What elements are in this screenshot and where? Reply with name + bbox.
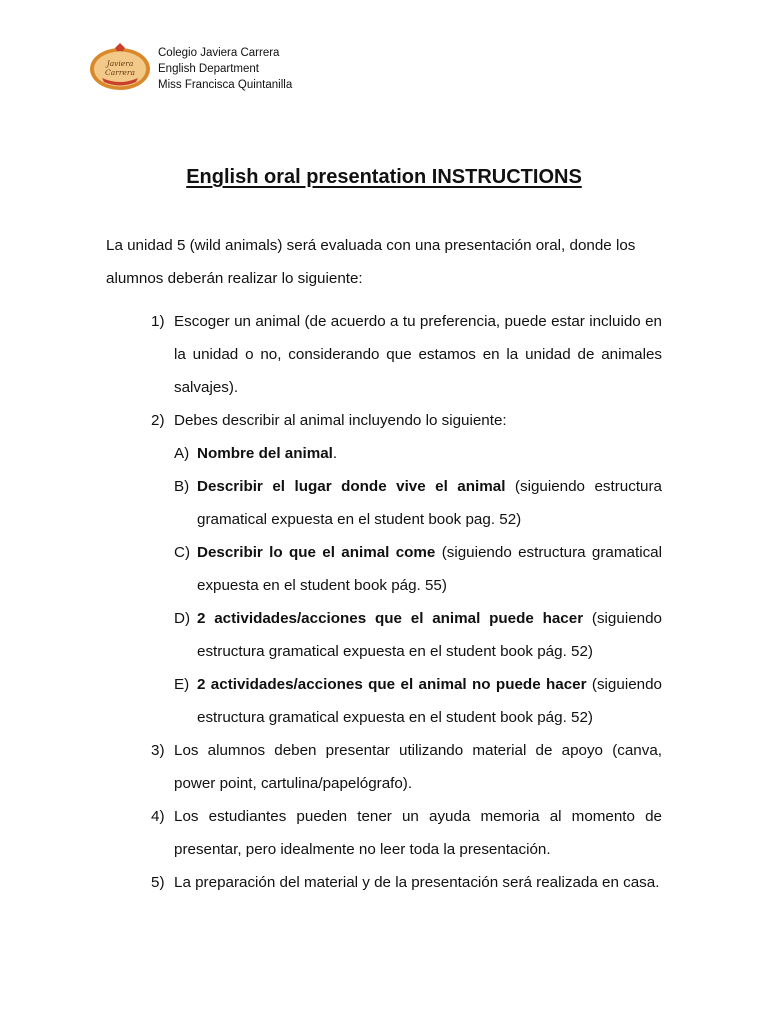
logo-text-top: Javiera: [106, 59, 134, 68]
sub-item: [106, 470, 662, 536]
item-text: Los alumnos deben presentar utilizando material de apoyo (canva, power point, cartulina/papelógrafo).: [174, 742, 662, 792]
department-name: English Department: [158, 63, 259, 75]
list-item: [106, 305, 662, 404]
sub-item-bold: Describir el lugar donde vive el animal: [197, 478, 506, 495]
item-number: 4): [151, 808, 165, 825]
sub-item-text: (siguiendo estructura gramatical expuesta en el student book pág. 52): [197, 676, 662, 726]
sub-item-text: (siguiendo estructura gramatical expuesta en el student book pag. 52): [197, 478, 663, 528]
sub-item-letter: B): [174, 478, 190, 495]
teacher-name: Miss Francisca Quintanilla: [158, 79, 293, 91]
sub-item-bold: Describir lo que el animal come: [197, 544, 436, 561]
sub-item-letter: D): [174, 610, 191, 627]
item-text: Los estudiantes pueden tener un ayuda memoria al momento de presentar, pero idealmente no leer toda la presentación.: [174, 808, 662, 858]
item-number: 2): [151, 412, 165, 429]
list-item: [106, 734, 662, 800]
letterhead-text: [158, 45, 398, 93]
item-text: Escoger un animal (de acuerdo a tu preferencia, puede estar incluido en la unidad o no, considerando que estamos en la unidad de animales salvajes).: [174, 313, 662, 396]
school-name: Colegio Javiera Carrera: [158, 47, 280, 59]
sub-item-bold: 2 actividades/acciones que el animal puede hacer: [197, 610, 584, 627]
instruction-list: [106, 305, 662, 899]
logo-text-bottom: Carrera: [105, 68, 135, 77]
school-logo: [88, 42, 152, 92]
item-text: La preparación del material y de la presentación será realizada en casa.: [174, 874, 660, 891]
sub-item-bold: Nombre del animal: [197, 445, 333, 462]
list-item: [106, 800, 662, 866]
item-number: 1): [151, 313, 165, 330]
sub-item-letter: C): [174, 544, 191, 561]
page-title: [0, 163, 768, 191]
logo-flame: [115, 43, 125, 51]
sub-item: [106, 668, 662, 734]
sub-item-letter: E): [174, 676, 190, 693]
intro-paragraph: La unidad 5 (wild animals) será evaluada con una presentación oral, donde los alumnos deberán realizar lo siguiente:: [106, 237, 636, 287]
sub-item-text: .: [332, 445, 338, 462]
sub-item: [106, 536, 662, 602]
page-title-text: English oral presentation INSTRUCTIONS: [186, 166, 582, 188]
item-number: 5): [151, 874, 165, 891]
list-item: [106, 404, 662, 437]
sub-item: [106, 437, 662, 470]
item-number: 3): [151, 742, 165, 759]
sub-item-bold: 2 actividades/acciones que el animal no puede hacer: [197, 676, 587, 693]
sub-item-letter: A): [174, 445, 190, 462]
item-text: Debes describir al animal incluyendo lo siguiente:: [174, 412, 507, 429]
sub-item-text: (siguiendo estructura gramatical expuesta en el student book pág. 55): [197, 544, 662, 594]
sub-item-text: (siguiendo estructura gramatical expuesta en el student book pág. 52): [197, 610, 662, 660]
sub-item: [106, 602, 662, 668]
list-item: [106, 866, 662, 899]
